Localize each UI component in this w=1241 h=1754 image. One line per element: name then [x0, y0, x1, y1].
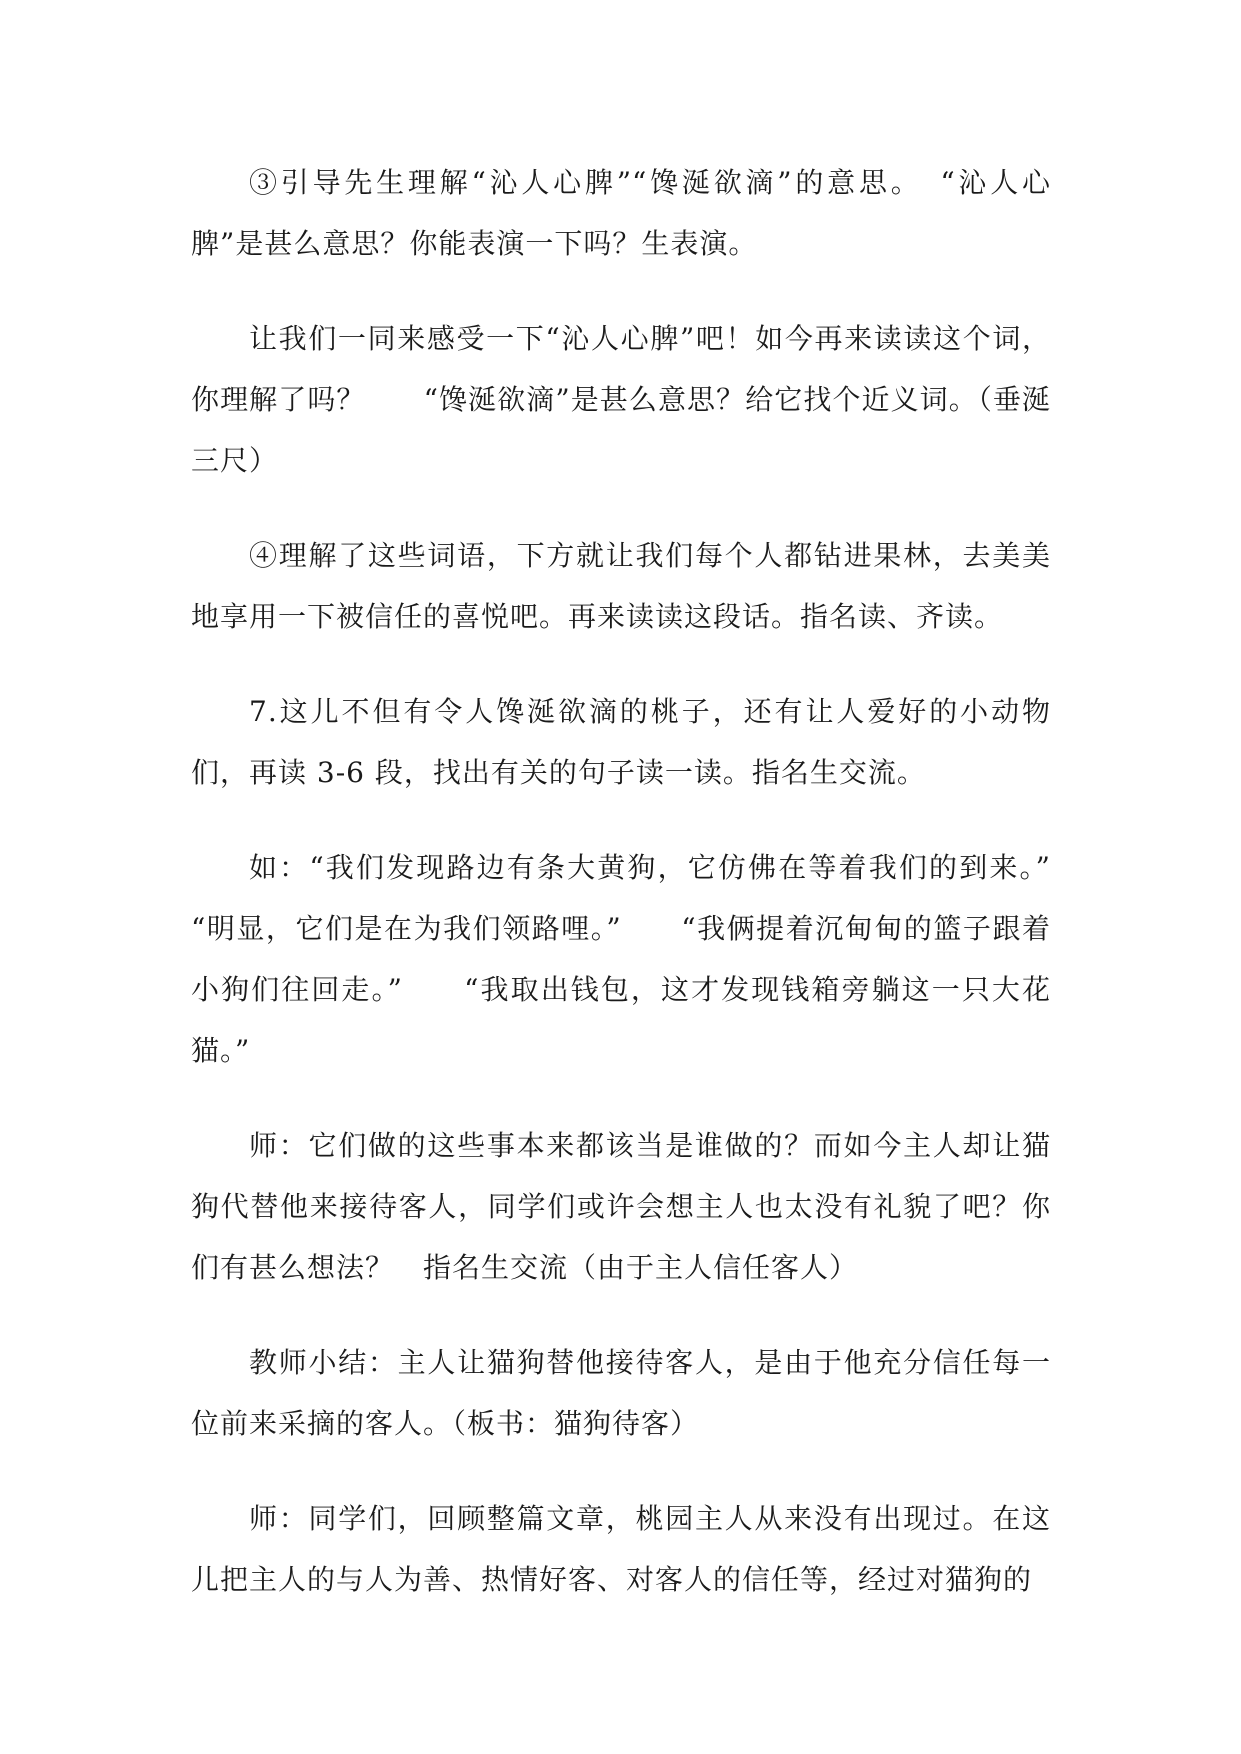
paragraph-1: ③引导先生理解“沁人心脾”“馋涎欲滴”的意思。 “沁人心脾”是甚么意思？你能表演一下吗？生表演。 — [191, 166, 1051, 260]
paragraph-2: 让我们一同来感受一下“沁人心脾”吧！如今再来读读这个词，你理解了吗？ “馋涎欲滴”是甚么意思？给它找个近义词。（垂涎三尺） — [191, 322, 1051, 477]
paragraph-7: 教师小结：主人让猫狗替他接待客人，是由于他充分信任每一位前来采摘的客人。（板书：猫狗待客） — [191, 1346, 1051, 1440]
paragraph-8: 师：同学们，回顾整篇文章，桃园主人从来没有出现过。在这儿把主人的与人为善、热情好客、对客人的信任等，经过对猫狗的 — [191, 1502, 1051, 1596]
paragraph-6: 师：它们做的这些事本来都该当是谁做的？而如今主人却让猫狗代替他来接待客人，同学们或许会想主人也太没有礼貌了吧？你们有甚么想法？ 指名生交流（由于主人信任客人） — [191, 1129, 1051, 1284]
paragraph-3: ④理解了这些词语，下方就让我们每个人都钻进果林，去美美地享用一下被信任的喜悦吧。再来读读这段话。指名读、齐读。 — [191, 539, 1051, 633]
paragraph-4: 7.这儿不但有令人馋涎欲滴的桃子，还有让人爱好的小动物们，再读 3-6 段，找出有关的句子读一读。指名生交流。 — [191, 695, 1051, 789]
paragraph-5: 如：“我们发现路边有条大黄狗，它仿佛在等着我们的到来。” “明显，它们是在为我们领路哩。” “我俩提着沉甸甸的篮子跟着小狗们往回走。” “我取出钱包，这才发现钱箱旁躺这一只大花猫。” — [191, 851, 1110, 1067]
document-body — [191, 152, 1110, 1644]
